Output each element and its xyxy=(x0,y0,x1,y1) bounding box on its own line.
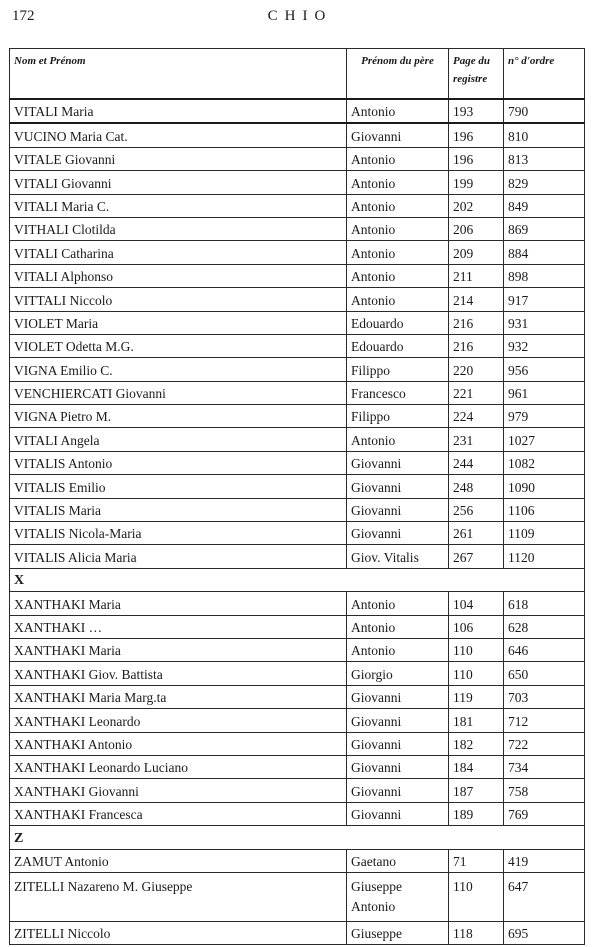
cell-father: Antonio xyxy=(347,638,449,661)
cell-name: VITHALI Clotilda xyxy=(10,217,347,240)
cell-father: Giuseppe xyxy=(347,921,449,944)
cell-name: VITALIS Emilio xyxy=(10,475,347,498)
cell-page: 193 xyxy=(449,99,504,123)
cell-order: 722 xyxy=(504,732,585,755)
cell-father: Giov. Vitalis xyxy=(347,545,449,568)
register-table xyxy=(9,48,585,945)
cell-order: 810 xyxy=(504,123,585,147)
cell-name: VIGNA Emilio C. xyxy=(10,358,347,381)
cell-order: 646 xyxy=(504,638,585,661)
table-row xyxy=(10,381,585,404)
cell-page: 196 xyxy=(449,123,504,147)
cell-order: 961 xyxy=(504,381,585,404)
cell-father: Giovanni xyxy=(347,685,449,708)
cell-order: 1027 xyxy=(504,428,585,451)
cell-page: 202 xyxy=(449,194,504,217)
cell-father: Antonio xyxy=(347,171,449,194)
cell-father: Giorgio xyxy=(347,662,449,685)
cell-father: Giovanni xyxy=(347,802,449,825)
cell-order: 931 xyxy=(504,311,585,334)
cell-page: 206 xyxy=(449,217,504,240)
cell-page: 216 xyxy=(449,334,504,357)
table-row xyxy=(10,147,585,170)
table-row xyxy=(10,615,585,638)
column-header-name: Nom et Prénom xyxy=(10,49,347,100)
cell-father: Antonio xyxy=(347,99,449,123)
cell-order: 1109 xyxy=(504,522,585,545)
table-row xyxy=(10,171,585,194)
cell-order: 898 xyxy=(504,264,585,287)
cell-page: 110 xyxy=(449,662,504,685)
cell-father: Giovanni xyxy=(347,755,449,778)
cell-name: ZITELLI Niccolo xyxy=(10,921,347,944)
cell-father: Giovanni xyxy=(347,451,449,474)
section-heading-row xyxy=(10,568,585,591)
cell-order: 703 xyxy=(504,685,585,708)
table-row xyxy=(10,732,585,755)
cell-father: Filippo xyxy=(347,405,449,428)
table-row xyxy=(10,217,585,240)
table-row xyxy=(10,709,585,732)
page-number: 172 xyxy=(12,8,35,24)
cell-order: 758 xyxy=(504,779,585,802)
table-row xyxy=(10,779,585,802)
cell-page: 119 xyxy=(449,685,504,708)
table-row xyxy=(10,802,585,825)
cell-name: VITALIS Antonio xyxy=(10,451,347,474)
cell-name: XANTHAKI Giov. Battista xyxy=(10,662,347,685)
cell-page: 189 xyxy=(449,802,504,825)
cell-order: 849 xyxy=(504,194,585,217)
cell-father: Antonio xyxy=(347,288,449,311)
cell-order: 650 xyxy=(504,662,585,685)
table-row xyxy=(10,755,585,778)
cell-name: XANTHAKI Maria xyxy=(10,638,347,661)
cell-name: VITTALI Niccolo xyxy=(10,288,347,311)
table-row xyxy=(10,685,585,708)
table-header-row xyxy=(10,49,585,100)
cell-name: XANTHAKI Leonardo Luciano xyxy=(10,755,347,778)
cell-father: Francesco xyxy=(347,381,449,404)
cell-page: 256 xyxy=(449,498,504,521)
cell-father: Giuseppe Antonio xyxy=(347,872,449,921)
cell-page: 244 xyxy=(449,451,504,474)
cell-page: 110 xyxy=(449,872,504,921)
cell-order: 1120 xyxy=(504,545,585,568)
cell-page: 110 xyxy=(449,638,504,661)
cell-page: 261 xyxy=(449,522,504,545)
cell-order: 1090 xyxy=(504,475,585,498)
cell-name: VITALI Giovanni xyxy=(10,171,347,194)
cell-page: 106 xyxy=(449,615,504,638)
section-heading-row xyxy=(10,826,585,849)
section-letter: Z xyxy=(10,826,585,849)
cell-father: Antonio xyxy=(347,217,449,240)
cell-father: Giovanni xyxy=(347,498,449,521)
cell-page: 184 xyxy=(449,755,504,778)
cell-father: Giovanni xyxy=(347,779,449,802)
cell-page: 209 xyxy=(449,241,504,264)
cell-order: 712 xyxy=(504,709,585,732)
cell-father: Antonio xyxy=(347,194,449,217)
cell-page: 211 xyxy=(449,264,504,287)
table-row xyxy=(10,451,585,474)
cell-order: 813 xyxy=(504,147,585,170)
cell-order: 829 xyxy=(504,171,585,194)
table-row xyxy=(10,264,585,287)
cell-name: VIOLET Maria xyxy=(10,311,347,334)
cell-page: 199 xyxy=(449,171,504,194)
cell-name: VITALIS Maria xyxy=(10,498,347,521)
table-row xyxy=(10,123,585,147)
cell-order: 734 xyxy=(504,755,585,778)
cell-father: Giovanni xyxy=(347,732,449,755)
column-header-page: Page du registre xyxy=(449,49,504,100)
cell-page: 220 xyxy=(449,358,504,381)
cell-father: Antonio xyxy=(347,615,449,638)
cell-order: 647 xyxy=(504,872,585,921)
cell-name: VITALE Giovanni xyxy=(10,147,347,170)
cell-page: 181 xyxy=(449,709,504,732)
cell-page: 221 xyxy=(449,381,504,404)
table-row xyxy=(10,522,585,545)
cell-order: 790 xyxy=(504,99,585,123)
column-header-father: Prénom du père xyxy=(347,49,449,100)
cell-order: 628 xyxy=(504,615,585,638)
cell-name: VITALI Maria xyxy=(10,99,347,123)
cell-page: 182 xyxy=(449,732,504,755)
table-row xyxy=(10,872,585,921)
table-row xyxy=(10,194,585,217)
cell-father: Filippo xyxy=(347,358,449,381)
cell-father: Giovanni xyxy=(347,123,449,147)
cell-order: 979 xyxy=(504,405,585,428)
cell-father: Antonio xyxy=(347,592,449,615)
cell-order: 932 xyxy=(504,334,585,357)
cell-name: VIOLET Odetta M.G. xyxy=(10,334,347,357)
cell-name: VUCINO Maria Cat. xyxy=(10,123,347,147)
table-row xyxy=(10,334,585,357)
table-row xyxy=(10,849,585,872)
table-row xyxy=(10,662,585,685)
cell-order: 419 xyxy=(504,849,585,872)
cell-father: Antonio xyxy=(347,264,449,287)
cell-father: Antonio xyxy=(347,428,449,451)
cell-father: Antonio xyxy=(347,241,449,264)
cell-name: ZITELLI Nazareno M. Giuseppe xyxy=(10,872,347,921)
cell-page: 196 xyxy=(449,147,504,170)
table-row xyxy=(10,545,585,568)
cell-order: 917 xyxy=(504,288,585,311)
register-body xyxy=(10,99,585,945)
cell-name: ZAMUT Antonio xyxy=(10,849,347,872)
cell-order: 1106 xyxy=(504,498,585,521)
cell-order: 869 xyxy=(504,217,585,240)
table-row xyxy=(10,405,585,428)
cell-page: 224 xyxy=(449,405,504,428)
table-row xyxy=(10,921,585,944)
cell-father: Giovanni xyxy=(347,475,449,498)
table-row xyxy=(10,241,585,264)
cell-page: 216 xyxy=(449,311,504,334)
cell-order: 695 xyxy=(504,921,585,944)
cell-name: VIGNA Pietro M. xyxy=(10,405,347,428)
cell-page: 104 xyxy=(449,592,504,615)
cell-name: XANTHAKI Giovanni xyxy=(10,779,347,802)
table-row xyxy=(10,311,585,334)
cell-name: VITALI Angela xyxy=(10,428,347,451)
table-row xyxy=(10,498,585,521)
cell-order: 884 xyxy=(504,241,585,264)
table-row xyxy=(10,99,585,123)
cell-name: VITALIS Nicola-Maria xyxy=(10,522,347,545)
cell-name: XANTHAKI … xyxy=(10,615,347,638)
section-letter: X xyxy=(10,568,585,591)
cell-page: 267 xyxy=(449,545,504,568)
cell-father: Edouardo xyxy=(347,334,449,357)
cell-order: 956 xyxy=(504,358,585,381)
table-row xyxy=(10,358,585,381)
cell-page: 214 xyxy=(449,288,504,311)
cell-name: VITALI Maria C. xyxy=(10,194,347,217)
cell-name: XANTHAKI Francesca xyxy=(10,802,347,825)
cell-page: 248 xyxy=(449,475,504,498)
table-row xyxy=(10,592,585,615)
cell-page: 187 xyxy=(449,779,504,802)
cell-name: XANTHAKI Maria xyxy=(10,592,347,615)
running-title: CHIO xyxy=(267,8,333,24)
cell-page: 71 xyxy=(449,849,504,872)
cell-page: 231 xyxy=(449,428,504,451)
column-header-order: n° d'ordre xyxy=(504,49,585,100)
cell-father: Gaetano xyxy=(347,849,449,872)
cell-father: Antonio xyxy=(347,147,449,170)
cell-name: VITALIS Alicia Maria xyxy=(10,545,347,568)
table-row xyxy=(10,638,585,661)
table-row xyxy=(10,475,585,498)
cell-name: XANTHAKI Antonio xyxy=(10,732,347,755)
cell-name: VENCHIERCATI Giovanni xyxy=(10,381,347,404)
cell-name: XANTHAKI Maria Marg.ta xyxy=(10,685,347,708)
page-header xyxy=(12,8,588,30)
cell-page: 118 xyxy=(449,921,504,944)
cell-order: 1082 xyxy=(504,451,585,474)
table-row xyxy=(10,288,585,311)
table-row xyxy=(10,428,585,451)
cell-name: XANTHAKI Leonardo xyxy=(10,709,347,732)
cell-father: Giovanni xyxy=(347,522,449,545)
cell-father: Giovanni xyxy=(347,709,449,732)
cell-order: 769 xyxy=(504,802,585,825)
cell-order: 618 xyxy=(504,592,585,615)
cell-father: Edouardo xyxy=(347,311,449,334)
cell-name: VITALI Alphonso xyxy=(10,264,347,287)
cell-name: VITALI Catharina xyxy=(10,241,347,264)
